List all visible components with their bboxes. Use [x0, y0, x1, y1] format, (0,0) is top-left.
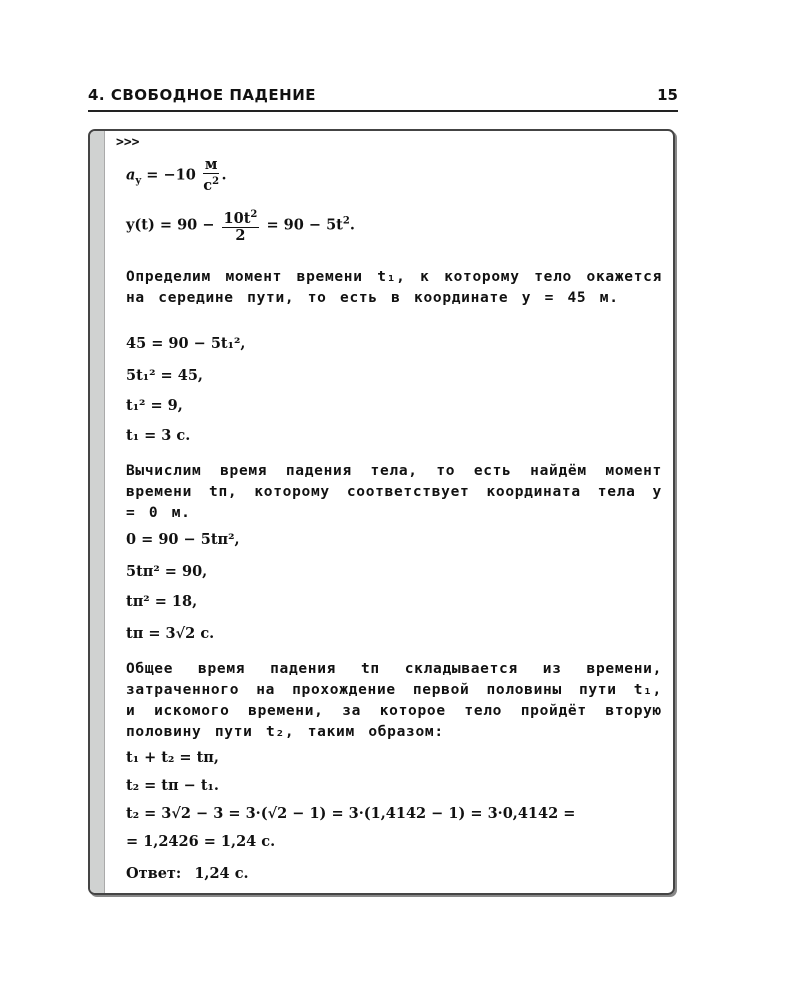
- fraction: [203, 157, 220, 194]
- position-equation: [126, 207, 662, 244]
- final-eq-3: t₂ = 3√2 − 3 = 3·(√2 − 1) = 3·(1,4142 − 1) = 3·0,4142 =: [126, 805, 576, 822]
- answer-label: Ответ:: [126, 865, 182, 882]
- midpoint-eq-3: t₁² = 9,: [126, 397, 183, 414]
- final-eq-4: = 1,2426 = 1,24 с.: [126, 833, 276, 850]
- paragraph-total-time: Общее время падения tп складывается из времени, затраченного на прохождение первой половины пути t₁, и искомого времени, за которое тело пройдёт вторую половину пути t₂, таким образом:: [126, 661, 662, 740]
- paragraph-midpoint: Определим момент времени t₁, к которому тело окажется на середине пути, то есть в координате y = 45 м.: [126, 269, 662, 306]
- final-eq-1: t₁ + t₂ = tп,: [126, 749, 219, 766]
- fall-eq-2: 5tп² = 90,: [126, 563, 208, 580]
- eq-text: = −10: [141, 166, 196, 184]
- answer-line: [126, 865, 662, 882]
- eq-sup: 2: [342, 215, 350, 227]
- fraction: [222, 207, 260, 244]
- solution-box: [88, 129, 675, 895]
- den-text: с: [203, 176, 213, 194]
- continuation-mark: >>>: [116, 135, 140, 150]
- fraction-numerator: [222, 207, 260, 228]
- final-eq-2: t₂ = tп − t₁.: [126, 777, 219, 794]
- acceleration-equation: [126, 157, 662, 194]
- fraction-numerator: м: [204, 156, 218, 173]
- eq-end: .: [349, 216, 355, 234]
- eq-text: y(t) = 90 −: [126, 216, 215, 234]
- midpoint-eq-4: t₁ = 3 с.: [126, 427, 191, 444]
- answer-value: 1,24 с.: [194, 865, 249, 882]
- num-text: 10t: [223, 209, 251, 227]
- eq-subscript: y: [135, 175, 142, 187]
- fall-eq-3: tп² = 18,: [126, 593, 198, 610]
- page-header: [88, 86, 678, 112]
- page-number: 15: [657, 86, 678, 104]
- midpoint-eq-1: 45 = 90 − 5t₁²,: [126, 335, 246, 352]
- fraction-denominator: 2: [235, 226, 246, 244]
- num-sup: 2: [250, 209, 258, 220]
- fraction-denominator: [203, 174, 220, 194]
- den-sup: 2: [212, 176, 220, 187]
- midpoint-eq-2: 5t₁² = 45,: [126, 367, 203, 384]
- paragraph-fall-time: Вычислим время падения тела, то есть найдём момент времени tп, которому соответствует координата тела y = 0 м.: [126, 463, 662, 521]
- eq-text: = 90 − 5t: [266, 216, 343, 234]
- box-side-strip: [90, 131, 105, 893]
- fall-eq-1: 0 = 90 − 5tп²,: [126, 531, 240, 548]
- eq-symbol: a: [126, 166, 136, 184]
- section-title: 4. СВОБОДНОЕ ПАДЕНИЕ: [88, 86, 316, 104]
- fall-eq-4: tп = 3√2 с.: [126, 625, 215, 642]
- eq-end: .: [221, 166, 227, 184]
